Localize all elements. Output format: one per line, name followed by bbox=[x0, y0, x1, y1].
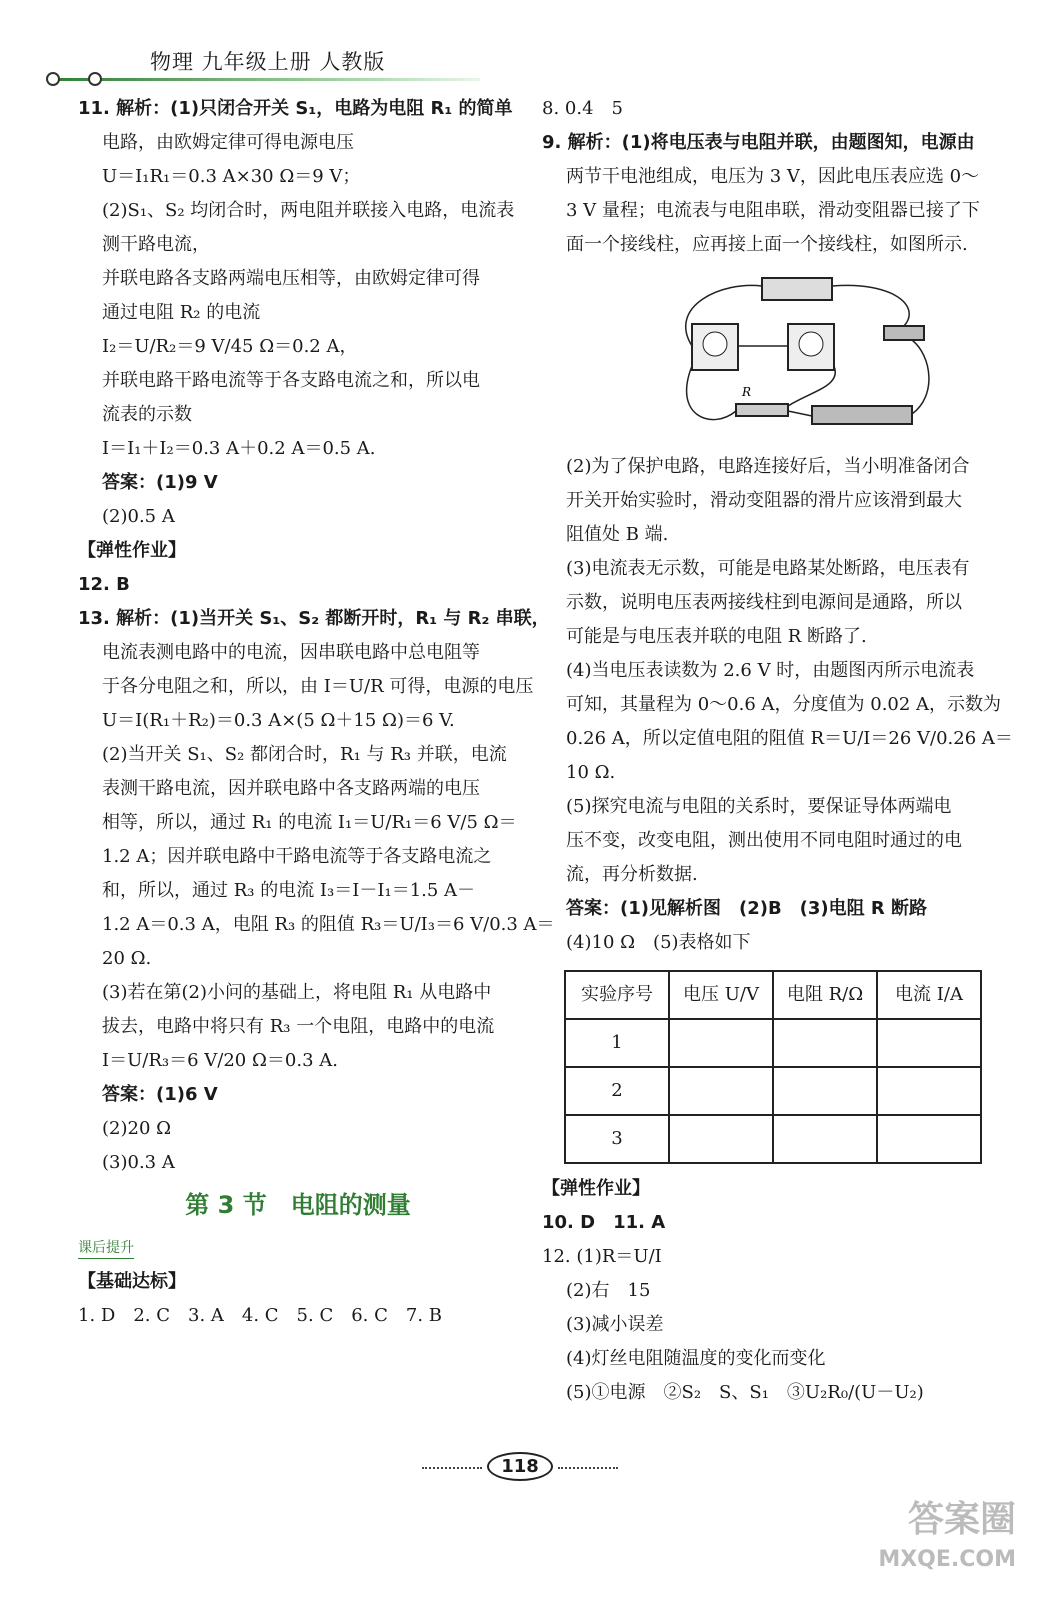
answer-line: 压不变，改变电阻，测出使用不同电阻时通过的电 bbox=[566, 830, 962, 851]
answer-line: (3)电流表无示数，可能是电路某处断路，电压表有 bbox=[566, 558, 970, 579]
answer-line: (3)若在第(2)小问的基础上，将电阻 R₁ 从电路中 bbox=[102, 982, 492, 1003]
section-label: 【弹性作业】 bbox=[542, 1178, 650, 1199]
rheostat-icon bbox=[812, 406, 912, 424]
answer-line: 3 V 量程；电流表与电阻串联，滑动变阻器已接了下 bbox=[566, 200, 980, 221]
answer-line: 答案：(1)6 V bbox=[102, 1084, 218, 1105]
answer-line: 和，所以，通过 R₃ 的电流 I₃＝I－I₁＝1.5 A－ bbox=[102, 880, 476, 901]
answer-line: U＝I(R₁＋R₂)＝0.3 A×(5 Ω＋15 Ω)＝6 V. bbox=[102, 710, 455, 731]
answer-line: (2)0.5 A bbox=[102, 506, 175, 527]
table-header-cell: 电阻 R/Ω bbox=[773, 971, 877, 1019]
circuit-diagram bbox=[662, 266, 942, 446]
answer-line: 阻值处 B 端. bbox=[566, 524, 669, 545]
answer-line: 9. 解析：(1)将电压表与电阻并联，由题图知，电源由 bbox=[542, 132, 975, 153]
answer-line: 12. (1)R＝U/I bbox=[542, 1246, 662, 1267]
answer-line: (2)右 15 bbox=[566, 1280, 651, 1301]
table-cell bbox=[773, 1019, 877, 1067]
switch-icon bbox=[884, 326, 924, 340]
table-cell: 1 bbox=[565, 1019, 669, 1067]
table-cell bbox=[877, 1067, 981, 1115]
watermark bbox=[878, 1500, 1016, 1580]
answer-line: 两节干电池组成，电压为 3 V，因此电压表应选 0～ bbox=[566, 166, 980, 187]
table-cell bbox=[773, 1115, 877, 1163]
page-header bbox=[40, 40, 500, 90]
section-label: 【基础达标】 bbox=[78, 1271, 186, 1292]
answer-line: 1.2 A＝0.3 A，电阻 R₃ 的阻值 R₃＝U/I₃＝6 V/0.3 A＝ bbox=[102, 914, 555, 935]
watermark-line: MXQE.COM bbox=[878, 1547, 1016, 1572]
header-dot-icon bbox=[46, 72, 60, 86]
answer-line: 10. D 11. A bbox=[542, 1212, 666, 1233]
table-cell: 3 bbox=[565, 1115, 669, 1163]
table-row bbox=[565, 1115, 981, 1163]
answer-line: (4)灯丝电阻随温度的变化而变化 bbox=[566, 1348, 826, 1369]
answer-line: 电路，由欧姆定律可得电源电压 bbox=[102, 132, 354, 153]
left-column bbox=[78, 92, 555, 1333]
table-header-row bbox=[565, 971, 981, 1019]
answer-line: 相等，所以，通过 R₁ 的电流 I₁＝U/R₁＝6 V/5 Ω＝ bbox=[102, 812, 517, 833]
answer-line: 通过电阻 R₂ 的电流 bbox=[102, 302, 261, 323]
answer-line: 1.2 A；因并联电路中干路电流等于各支路电流之 bbox=[102, 846, 492, 867]
table-cell bbox=[877, 1019, 981, 1067]
header-rule bbox=[50, 78, 480, 81]
table-cell: 2 bbox=[565, 1067, 669, 1115]
answer-line: 示数，说明电压表两接线柱到电源间是通路，所以 bbox=[566, 592, 962, 613]
page-number: 118 bbox=[487, 1452, 553, 1481]
answer-line: 并联电路各支路两端电压相等，由欧姆定律可得 bbox=[102, 268, 480, 289]
table-cell bbox=[669, 1115, 773, 1163]
answer-line: 可能是与电压表并联的电阻 R 断路了. bbox=[566, 626, 867, 647]
watermark-line: 答案圈 bbox=[907, 1499, 1016, 1540]
answer-line: (3)0.3 A bbox=[102, 1152, 175, 1173]
header-dot-icon bbox=[88, 72, 102, 86]
answer-line: 表测干路电流，因并联电路中各支路两端的电压 bbox=[102, 778, 480, 799]
answer-line: 12. B bbox=[78, 574, 130, 595]
table-cell bbox=[669, 1019, 773, 1067]
answer-line: (2)S₁、S₂ 均闭合时，两电阻并联接入电路，电流表 bbox=[102, 200, 515, 221]
answer-line: (4)10 Ω (5)表格如下 bbox=[566, 932, 751, 953]
answer-line: 并联电路干路电流等于各支路电流之和，所以电 bbox=[102, 370, 480, 391]
answer-line: 答案：(1)见解析图 (2)B (3)电阻 R 断路 bbox=[566, 898, 928, 919]
answer-line: 流，再分析数据. bbox=[566, 864, 698, 885]
footer-dots bbox=[558, 1467, 618, 1469]
right-column bbox=[542, 92, 1013, 1410]
answer-line: (2)20 Ω bbox=[102, 1118, 172, 1139]
resistor-label: R bbox=[742, 385, 752, 399]
answer-line: 11. 解析：(1)只闭合开关 S₁，电路为电阻 R₁ 的简单 bbox=[78, 98, 513, 119]
basic-answers: 1. D 2. C 3. A 4. C 5. C 6. C 7. B bbox=[78, 1305, 443, 1326]
answer-line: 电流表测电路中的电流，因串联电路中总电阻等 bbox=[102, 642, 480, 663]
section-tag: 课后提升 bbox=[78, 1238, 134, 1259]
answer-line: (4)当电压表读数为 2.6 V 时，由题图丙所示电流表 bbox=[566, 660, 975, 681]
section-title: 第 3 节 电阻的测量 bbox=[185, 1191, 411, 1219]
page-footer bbox=[420, 1452, 620, 1492]
answer-line: 拔去，电路中将只有 R₃ 一个电阻，电路中的电流 bbox=[102, 1016, 495, 1037]
answer-line: 10 Ω. bbox=[566, 762, 616, 783]
answer-line: 开关开始实验时，滑动变阻器的滑片应该滑到最大 bbox=[566, 490, 962, 511]
answer-line: 测干路电流， bbox=[102, 234, 210, 255]
table-header-cell: 电流 I/A bbox=[877, 971, 981, 1019]
answer-line: U＝I₁R₁＝0.3 A×30 Ω＝9 V； bbox=[102, 166, 361, 187]
answer-line: (5)①电源 ②S₂ S、S₁ ③U₂R₀/(U－U₂) bbox=[566, 1382, 924, 1403]
answer-line: (2)当开关 S₁、S₂ 都闭合时，R₁ 与 R₃ 并联，电流 bbox=[102, 744, 507, 765]
header-title: 物理 九年级上册 人教版 bbox=[150, 50, 386, 74]
answer-line: 8. 0.4 5 bbox=[542, 98, 623, 119]
resistor-icon bbox=[736, 404, 788, 416]
answer-line: 流表的示数 bbox=[102, 404, 192, 425]
answer-line: (5)探究电流与电阻的关系时，要保证导体两端电 bbox=[566, 796, 952, 817]
experiment-table bbox=[564, 970, 982, 1164]
answer-line: I＝U/R₃＝6 V/20 Ω＝0.3 A. bbox=[102, 1050, 338, 1071]
answer-line: 面一个接线柱，应再接上面一个接线柱，如图所示. bbox=[566, 234, 968, 255]
answer-line: I＝I₁＋I₂＝0.3 A＋0.2 A＝0.5 A. bbox=[102, 438, 376, 459]
answer-line: (3)减小误差 bbox=[566, 1314, 664, 1335]
table-cell bbox=[877, 1115, 981, 1163]
section-label: 【弹性作业】 bbox=[78, 540, 186, 561]
table-header-cell: 实验序号 bbox=[565, 971, 669, 1019]
answer-line: 答案：(1)9 V bbox=[102, 472, 218, 493]
answer-line: I₂＝U/R₂＝9 V/45 Ω＝0.2 A， bbox=[102, 336, 358, 357]
table-row bbox=[565, 1019, 981, 1067]
answer-line: 13. 解析：(1)当开关 S₁、S₂ 都断开时，R₁ 与 R₂ 串联， bbox=[78, 608, 550, 629]
answer-line: 0.26 A，所以定值电阻的阻值 R＝U/I＝26 V/0.26 A＝ bbox=[566, 728, 1013, 749]
answer-line: 20 Ω. bbox=[102, 948, 152, 969]
table-cell bbox=[669, 1067, 773, 1115]
answer-line: 于各分电阻之和，所以，由 I＝U/R 可得，电源的电压 bbox=[102, 676, 534, 697]
table-cell bbox=[773, 1067, 877, 1115]
footer-dots bbox=[422, 1467, 482, 1469]
answer-line: 可知，其量程为 0～0.6 A，分度值为 0.02 A，示数为 bbox=[566, 694, 1002, 715]
table-header-cell: 电压 U/V bbox=[669, 971, 773, 1019]
battery-icon bbox=[762, 278, 832, 300]
answer-line: (2)为了保护电路，电路连接好后，当小明准备闭合 bbox=[566, 456, 970, 477]
table-row bbox=[565, 1067, 981, 1115]
